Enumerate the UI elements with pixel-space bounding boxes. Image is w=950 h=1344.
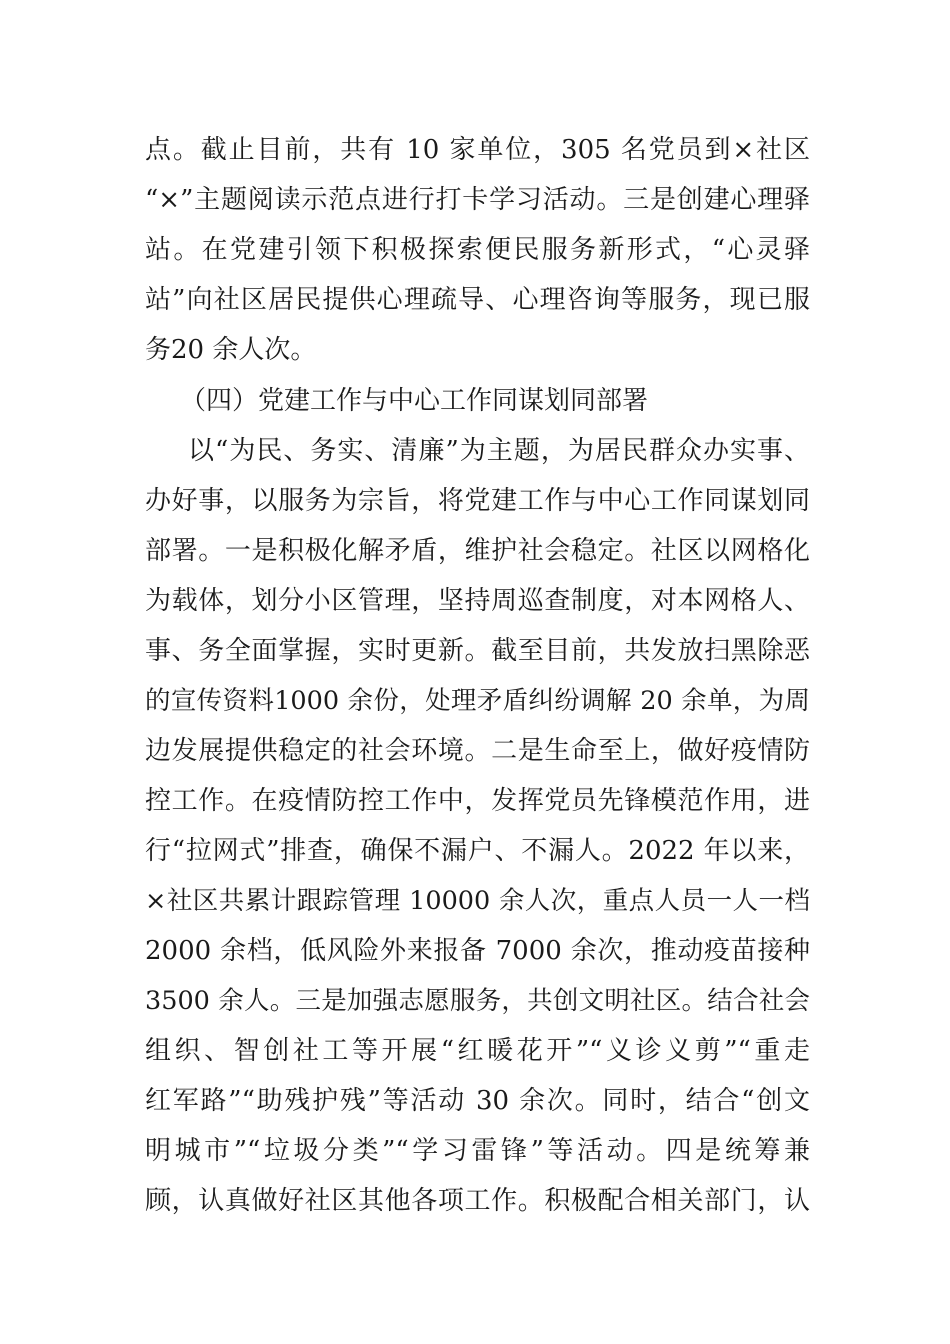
body-text-line: 的宣传资料1000 余份，处理矛盾纠纷调解 20 余单，为周 xyxy=(145,686,810,716)
body-text-line: 事、务全面掌握，实时更新。截至目前，共发放扫黑除恶 xyxy=(145,636,810,666)
body-text-line: 务20 余人次。 xyxy=(145,335,317,365)
body-text-line: 点。截止目前，共有 10 家单位，305 名党员到×社区 xyxy=(145,135,810,165)
body-text-line: 行“拉网式”排查，确保不漏户、不漏人。2022 年以来， xyxy=(145,836,810,866)
body-text-line: “×”主题阅读示范点进行打卡学习活动。三是创建心理驿 xyxy=(145,185,810,215)
body-text-line: 站”向社区居民提供心理疏导、心理咨询等服务，现已服 xyxy=(145,285,810,315)
body-text-line: 为载体，划分小区管理，坚持周巡查制度，对本网格人、 xyxy=(145,586,810,616)
body-text-line: 组织、智创社工等开展“红暖花开”“义诊义剪”“重走 xyxy=(145,1036,810,1066)
body-text-line: ×社区共累计跟踪管理 10000 余人次，重点人员一人一档 xyxy=(145,886,810,916)
body-text-line: 站。在党建引领下积极探索便民服务新形式，“心灵驿 xyxy=(145,235,810,265)
body-text-line: 以“为民、务实、清廉”为主题，为居民群众办实事、 xyxy=(188,436,810,466)
body-text-line: 明城市”“垃圾分类”“学习雷锋”等活动。四是统筹兼 xyxy=(145,1136,810,1166)
body-text-line: 顾，认真做好社区其他各项工作。积极配合相关部门，认 xyxy=(145,1186,810,1216)
body-text-line: 部署。一是积极化解矛盾，维护社会稳定。社区以网格化 xyxy=(145,536,810,566)
body-text-line: 3500 余人。三是加强志愿服务，共创文明社区。结合社会 xyxy=(145,986,810,1016)
section-heading: （四）党建工作与中心工作同谋划同部署 xyxy=(180,386,649,416)
body-text-line: 办好事，以服务为宗旨，将党建工作与中心工作同谋划同 xyxy=(145,486,810,516)
body-text-line: 边发展提供稳定的社会环境。二是生命至上，做好疫情防 xyxy=(145,736,810,766)
body-text-line: 控工作。在疫情防控工作中，发挥党员先锋模范作用，进 xyxy=(145,786,810,816)
body-text-line: 2000 余档，低风险外来报备 7000 余次，推动疫苗接种 xyxy=(145,936,810,966)
body-text-line: 红军路”“助残护残”等活动 30 余次。同时，结合“创文 xyxy=(145,1086,810,1116)
